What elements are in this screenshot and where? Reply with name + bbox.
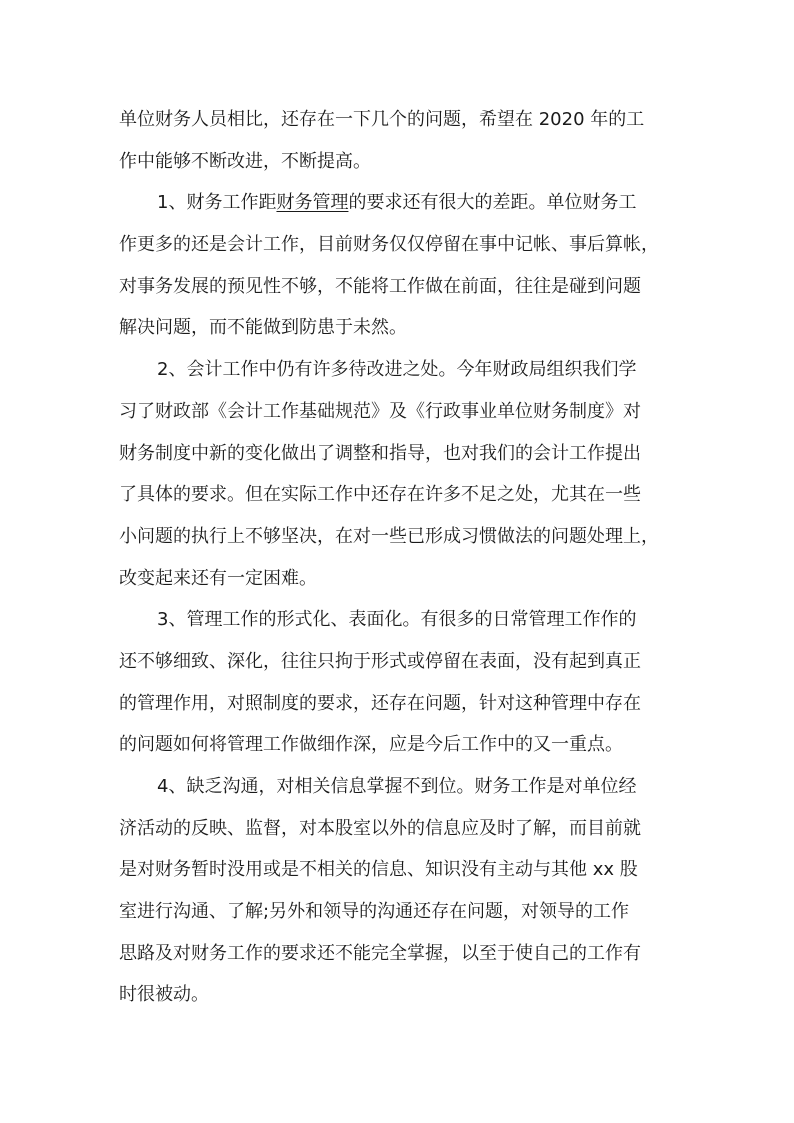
text-line: 了具体的要求。但在实际工作中还存在许多不足之处，尤其在一些: [119, 484, 641, 506]
text-line: 济活动的反映、监督，对本股室以外的信息应及时了解，而目前就: [119, 817, 641, 839]
text-line: 室进行沟通、了解;另外和领导的沟通还存在问题，对领导的工作: [119, 901, 630, 923]
text-line: 的问题如何将管理工作做细作深，应是今后工作中的又一重点。: [119, 734, 623, 756]
paragraph-intro: [119, 99, 679, 182]
text-line: 时很被动。: [119, 984, 209, 1006]
paragraph-1: [119, 182, 679, 349]
paragraph-4: [119, 766, 679, 1016]
paragraph-2: [119, 349, 679, 599]
text-line: 财务制度中新的变化做出了调整和指导，也对我们的会计工作提出: [119, 442, 641, 464]
text-line: 是对财务暂时没用或是不相关的信息、知识没有主动与其他 xx 股: [119, 859, 638, 881]
text-line: 习了财政部《会计工作基础规范》及《行政事业单位财务制度》对: [119, 400, 641, 422]
text-line: 的管理作用，对照制度的要求，还存在问题，针对这种管理中存在: [119, 692, 641, 714]
text-line: 作中能够不断改进，不断提高。: [119, 150, 371, 172]
text-line: 改变起来还有一定困难。: [119, 567, 317, 589]
text-line: 小问题的执行上不够坚决，在对一些已形成习惯做法的问题处理上，: [119, 525, 659, 547]
text-line: 2、会计工作中仍有许多待改进之处。今年财政局组织我们学: [157, 359, 637, 381]
text-line: [119, 182, 679, 224]
text-line: 对事务发展的预见性不够，不能将工作做在前面，往往是碰到问题: [119, 275, 641, 297]
text-span: 1、财务工作距: [157, 192, 277, 214]
text-line: 思路及对财务工作的要求还不能完全掌握，以至于使自己的工作有: [119, 942, 641, 964]
text-line: 3、管理工作的形式化、表面化。有很多的日常管理工作作的: [157, 609, 637, 631]
text-line: 作更多的还是会计工作，目前财务仅仅停留在事中记帐、事后算帐，: [119, 234, 659, 256]
text-line: 单位财务人员相比，还存在一下几个的问题，希望在 2020 年的工: [119, 109, 645, 130]
paragraph-3: [119, 599, 679, 766]
text-line: 4、缺乏沟通，对相关信息掌握不到位。财务工作是对单位经: [157, 776, 637, 797]
text-span: 的要求还有很大的差距。单位财务工: [348, 192, 637, 214]
financial-management-link[interactable]: 财务管理: [276, 192, 349, 214]
text-line: 解决问题，而不能做到防患于未然。: [119, 317, 407, 339]
document-body: [119, 99, 679, 1016]
text-line: 还不够细致、深化，往往只拘于形式或停留在表面，没有起到真正: [119, 650, 641, 672]
